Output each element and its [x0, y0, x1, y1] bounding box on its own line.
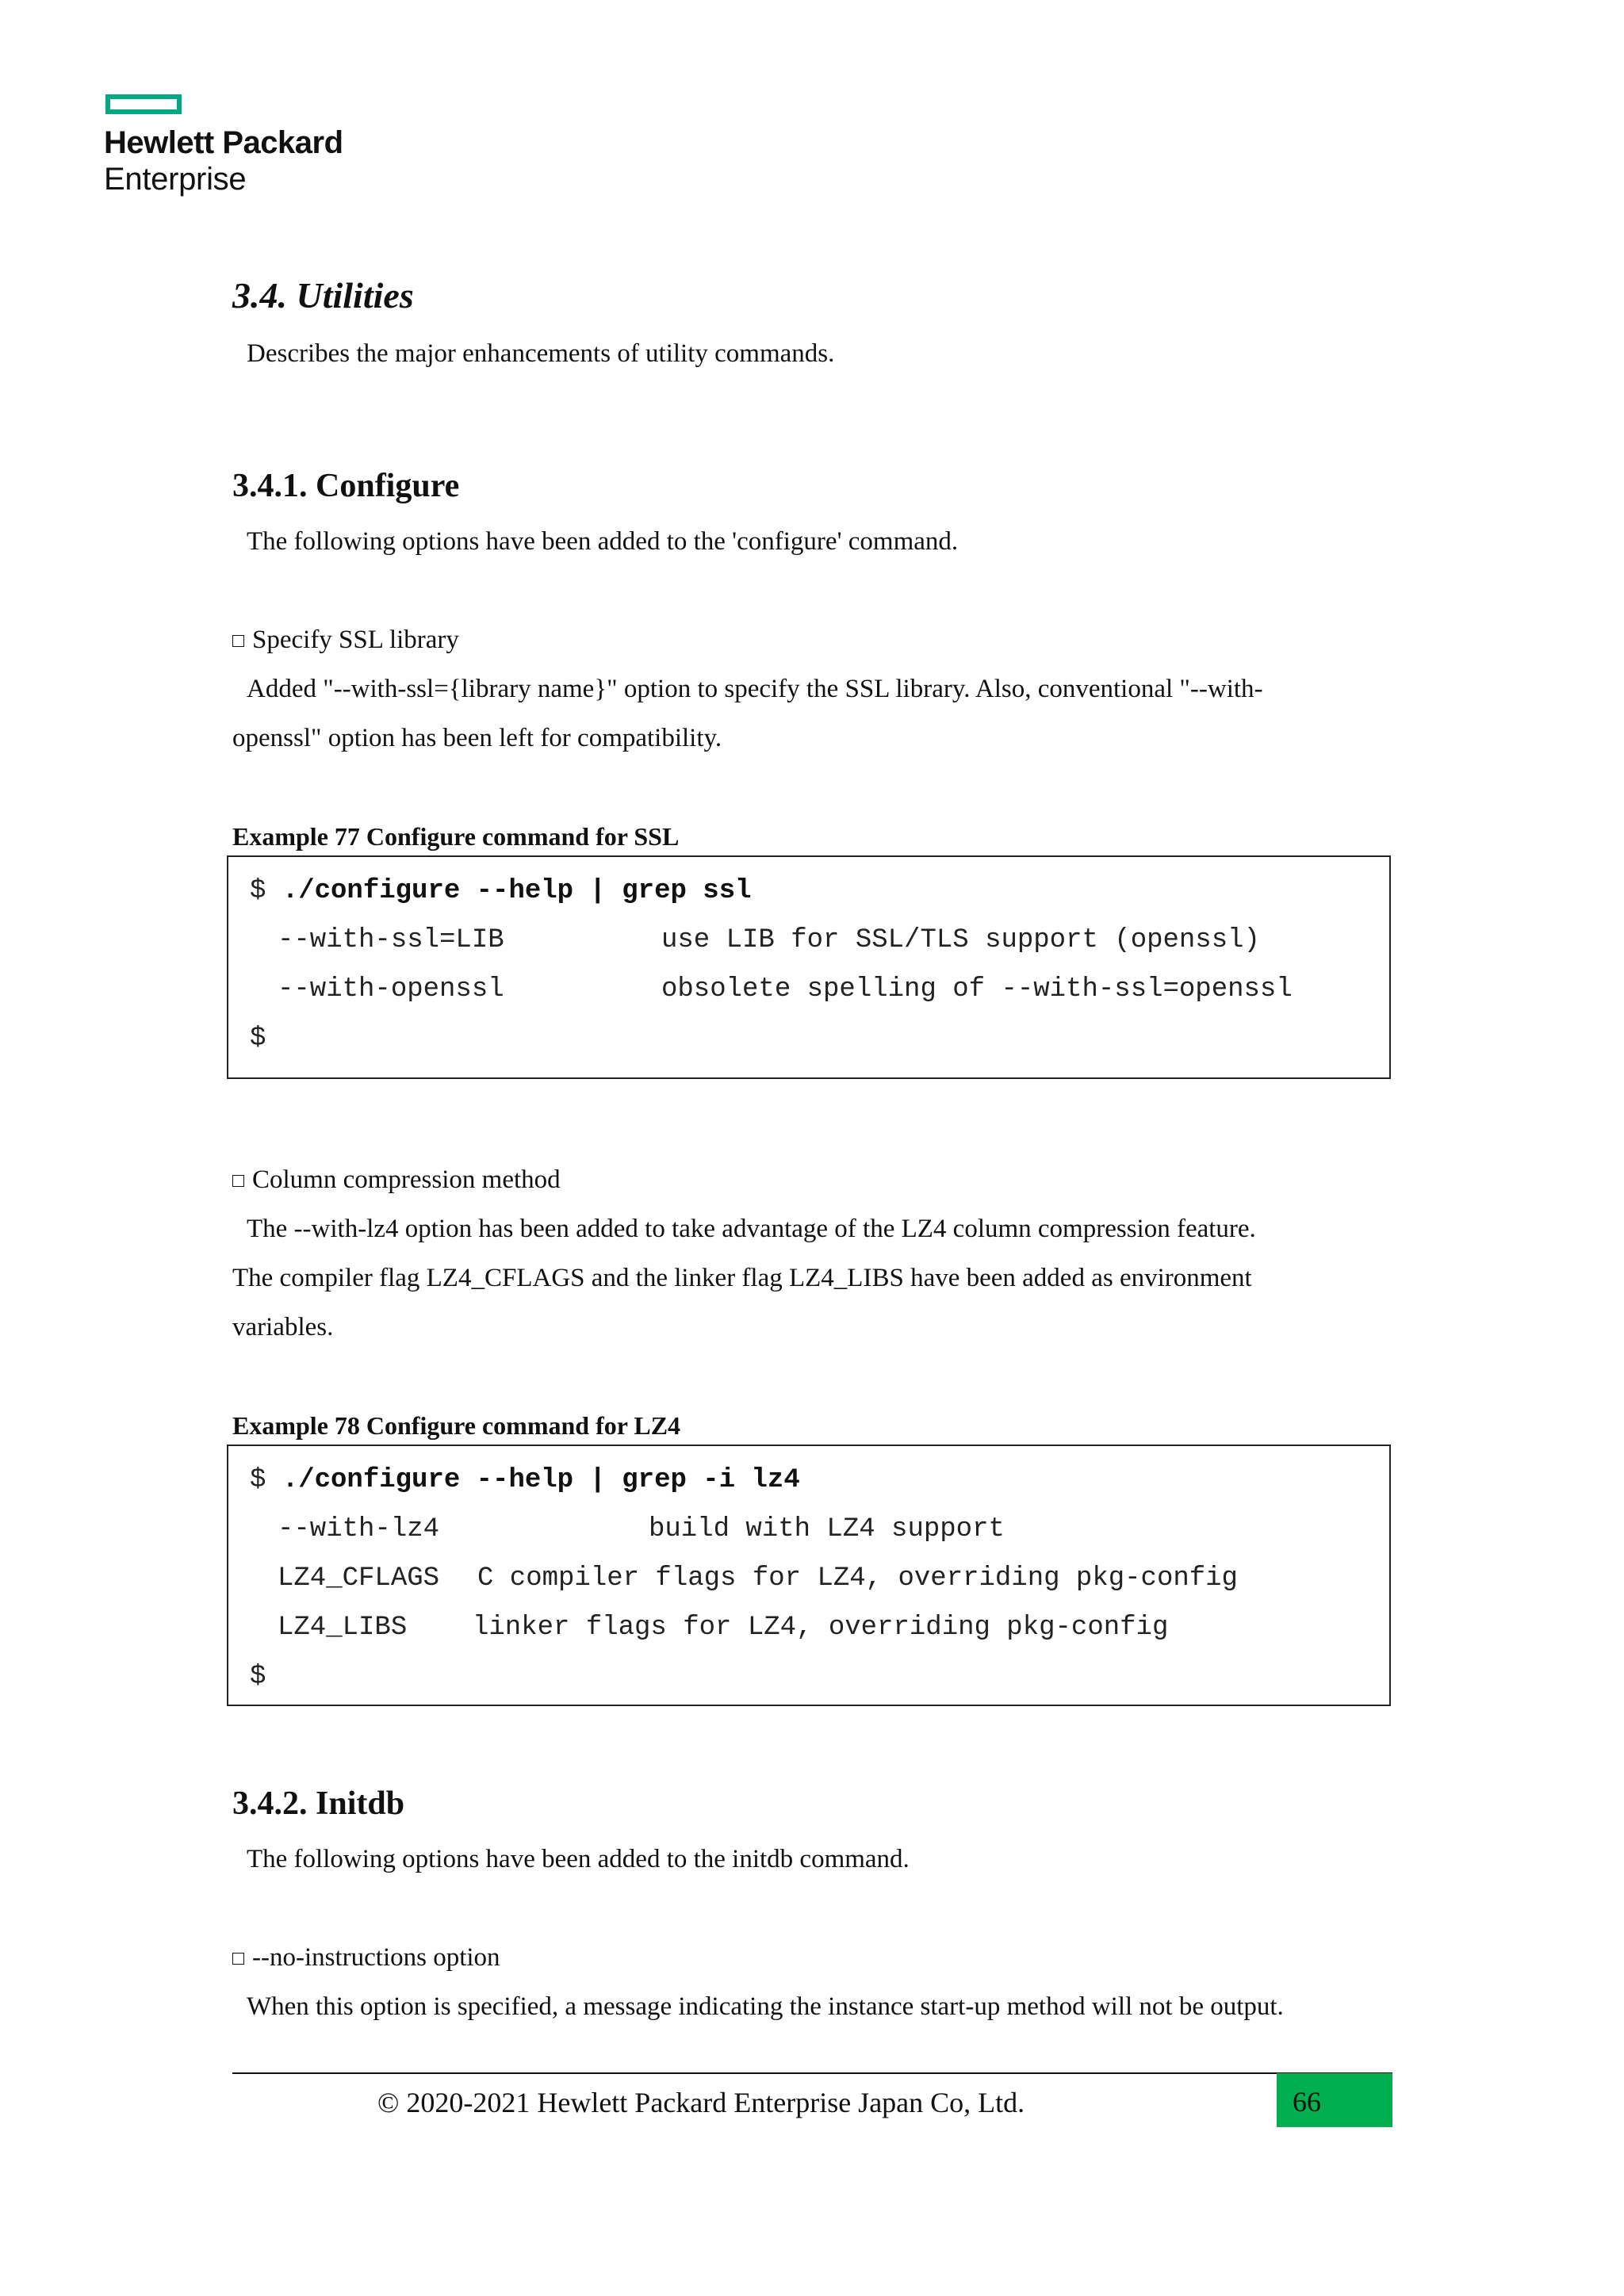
code-line-desc: use LIB for SSL/TLS support (openssl) [661, 925, 1260, 955]
code-line-option: --with-lz4 [278, 1514, 440, 1544]
lz4-bullet-label: Column compression method [252, 1165, 561, 1194]
code-line-command: $ ./configure --help | grep -i lz4 [250, 1465, 800, 1495]
section-description: Describes the major enhancements of utility commands. [247, 339, 835, 368]
code-line-desc: obsolete spelling of --with-ssl=openssl [661, 974, 1293, 1004]
code-line-prompt: $ [250, 1024, 266, 1054]
code-line-option: LZ4_LIBS [278, 1613, 408, 1643]
lz4-text-line1: The --with-lz4 option has been added to take advantage of the LZ4 column compression feature. [247, 1215, 1256, 1243]
ssl-text-line1: Added "--with-ssl={library name}" option to specify the SSL library. Also, conventional "--with- [247, 675, 1263, 703]
code-line-option: --with-openssl [278, 974, 504, 1004]
example-77-caption: Example 77 Configure command for SSL [232, 822, 680, 851]
ssl-text-line2: openssl" option has been left for compatibility. [232, 724, 722, 752]
no-instructions-text: When this option is specified, a message indicating the instance start-up method will not be output. [247, 1992, 1284, 2021]
code-line-prompt: $ [250, 1662, 266, 1692]
code-line-desc: linker flags for LZ4, overriding pkg-config [473, 1613, 1169, 1643]
code-line-desc: build with LZ4 support [649, 1514, 1005, 1544]
code-block-ssl [227, 855, 1391, 1079]
checkbox-square-icon [232, 1175, 244, 1187]
lz4-text-line2: The compiler flag LZ4_CFLAGS and the linker flag LZ4_LIBS have been added as environment [232, 1264, 1252, 1292]
configure-intro: The following options have been added to the 'configure' command. [247, 527, 959, 556]
no-instructions-bullet [232, 1945, 500, 1971]
configure-heading: 3.4.1. Configure [232, 468, 460, 504]
checkbox-square-icon [232, 635, 244, 647]
checkbox-square-icon [232, 1953, 244, 1965]
hpe-logo-mark [105, 94, 182, 114]
code-line-option: LZ4_CFLAGS [278, 1563, 440, 1594]
code-block-lz4 [227, 1445, 1391, 1706]
code-line-option: --with-ssl=LIB [278, 925, 504, 955]
footer-rule [232, 2072, 1392, 2074]
logo-text-line2: Enterprise [104, 162, 247, 197]
no-instructions-bullet-label: --no-instructions option [252, 1943, 500, 1972]
code-line-desc: C compiler flags for LZ4, overriding pkg-config [477, 1563, 1238, 1594]
example-78-caption: Example 78 Configure command for LZ4 [232, 1411, 681, 1440]
ssl-bullet [232, 627, 459, 653]
footer-copyright: © 2020-2021 Hewlett Packard Enterprise Japan Co, Ltd. [377, 2087, 1025, 2118]
lz4-text-line3: variables. [232, 1313, 334, 1341]
initdb-heading: 3.4.2. Initdb [232, 1785, 405, 1822]
initdb-intro: The following options have been added to the initdb command. [247, 1845, 910, 1873]
lz4-bullet [232, 1167, 561, 1193]
logo-text-line1: Hewlett Packard [104, 125, 343, 160]
code-line-command: $ ./configure --help | grep ssl [250, 876, 752, 906]
ssl-bullet-label: Specify SSL library [252, 626, 459, 654]
page-number: 66 [1293, 2086, 1321, 2118]
page-number-badge [1277, 2073, 1392, 2127]
section-title: 3.4. Utilities [232, 275, 414, 316]
